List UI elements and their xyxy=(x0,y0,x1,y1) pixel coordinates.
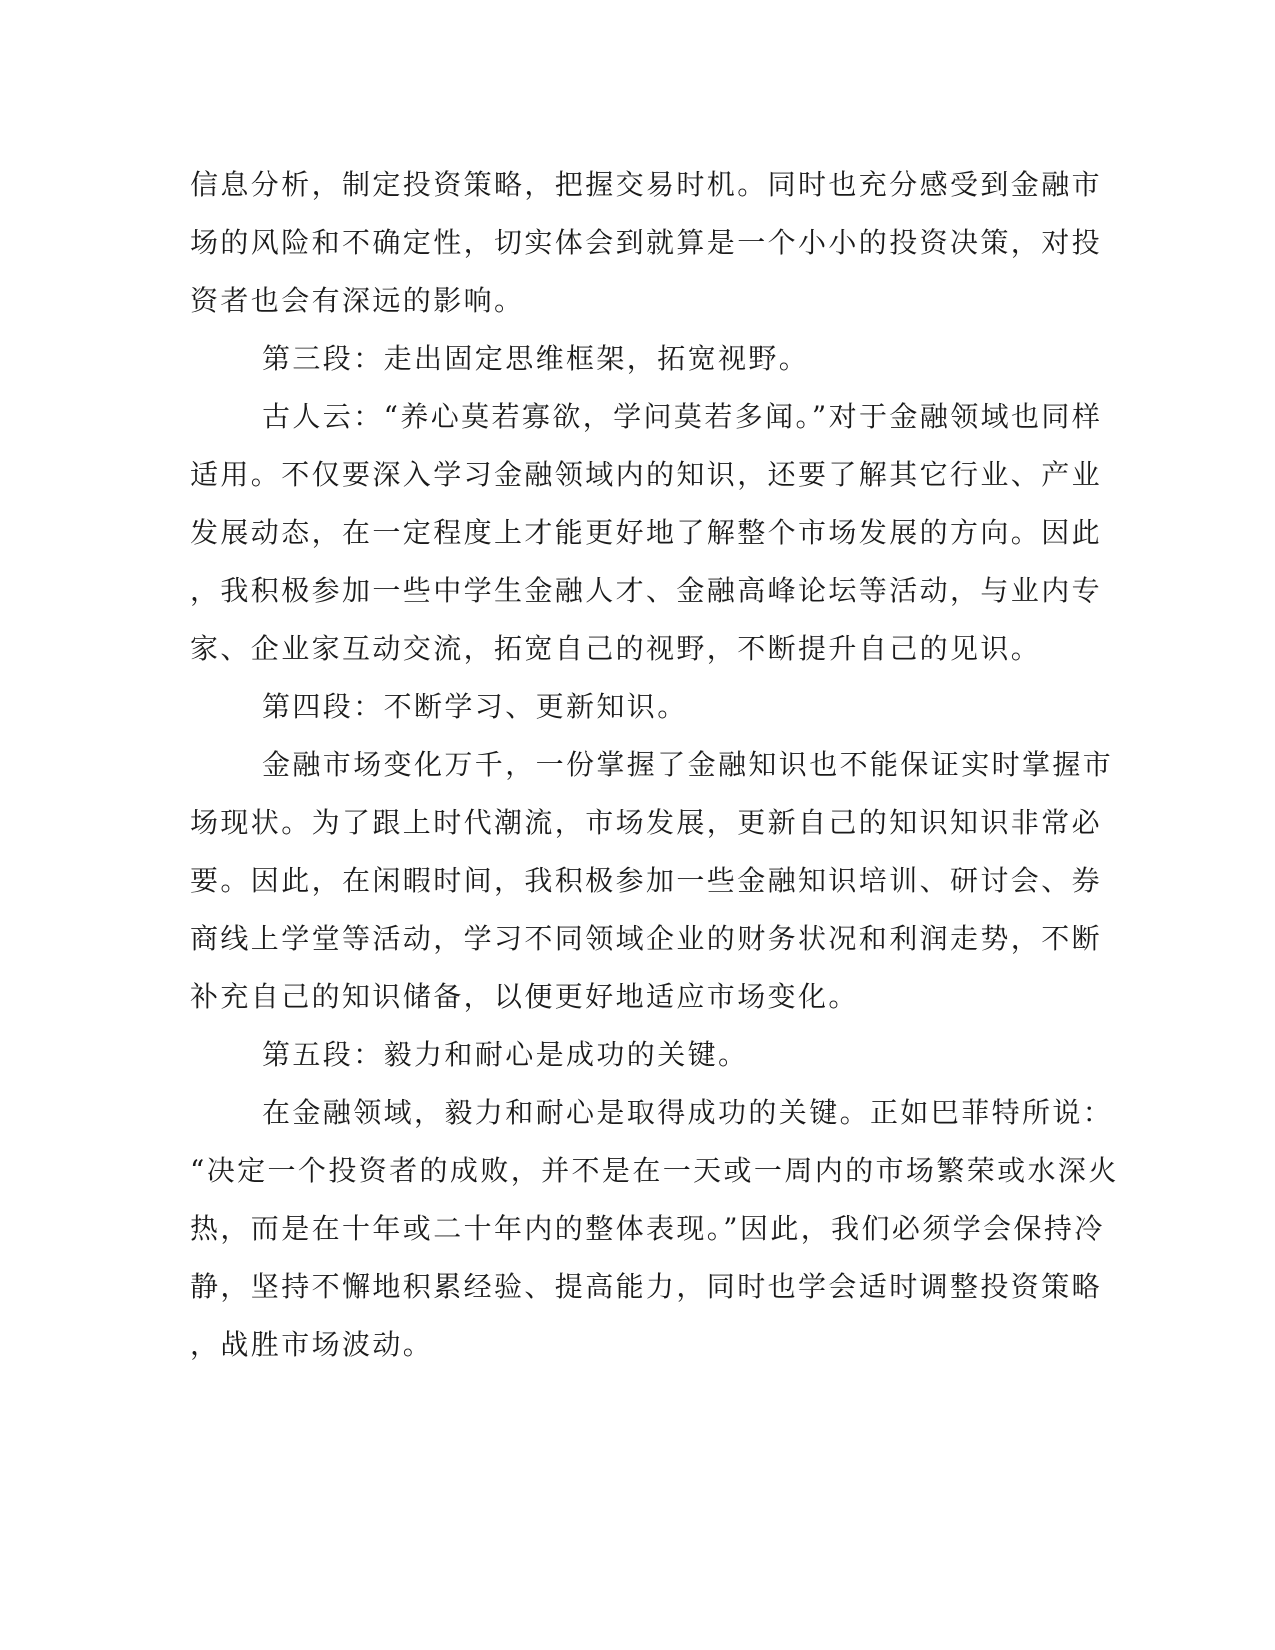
text-line: 热，而是在十年或二十年内的整体表现。”因此，我们必须学会保持冷 xyxy=(190,1212,1105,1245)
section-heading-5: 第五段：毅力和耐心是成功的关键。 xyxy=(262,1038,749,1071)
text-line: 古人云：“养心莫若寡欲，学问莫若多闻。”对于金融领域也同样 xyxy=(262,400,1103,433)
text-line: 信息分析，制定投资策略，把握交易时机。同时也充分感受到金融市 xyxy=(190,168,1103,201)
text-line: ，我积极参加一些中学生金融人才、金融高峰论坛等活动，与业内专 xyxy=(190,574,1103,607)
text-line: 场的风险和不确定性，切实体会到就算是一个小小的投资决策，对投 xyxy=(190,226,1103,259)
text-line: 资者也会有深远的影响。 xyxy=(190,284,525,317)
text-line: 在金融领域，毅力和耐心是取得成功的关键。正如巴菲特所说： xyxy=(262,1096,1114,1129)
section-heading-4: 第四段：不断学习、更新知识。 xyxy=(262,690,688,723)
text-line: 适用。不仅要深入学习金融领域内的知识，还要了解其它行业、产业 xyxy=(190,458,1103,491)
section-heading-3: 第三段：走出固定思维框架，拓宽视野。 xyxy=(262,342,810,375)
text-line: 场现状。为了跟上时代潮流，市场发展，更新自己的知识知识非常必 xyxy=(190,806,1103,839)
text-line: 要。因此，在闲暇时间，我积极参加一些金融知识培训、研讨会、券 xyxy=(190,864,1103,897)
text-line: 静，坚持不懈地积累经验、提高能力，同时也学会适时调整投资策略 xyxy=(190,1270,1103,1303)
text-line: ，战胜市场波动。 xyxy=(190,1328,434,1361)
text-line: 发展动态，在一定程度上才能更好地了解整个市场发展的方向。因此 xyxy=(190,516,1103,549)
text-line: 家、企业家互动交流，拓宽自己的视野，不断提升自己的见识。 xyxy=(190,632,1042,665)
text-line: 金融市场变化万千，一份掌握了金融知识也不能保证实时掌握市 xyxy=(262,748,1114,781)
text-line: “决定一个投资者的成败，并不是在一天或一周内的市场繁荣或水深火 xyxy=(190,1154,1119,1187)
text-line: 补充自己的知识储备，以便更好地适应市场变化。 xyxy=(190,980,859,1013)
text-line: 商线上学堂等活动，学习不同领域企业的财务状况和利润走势，不断 xyxy=(190,922,1103,955)
